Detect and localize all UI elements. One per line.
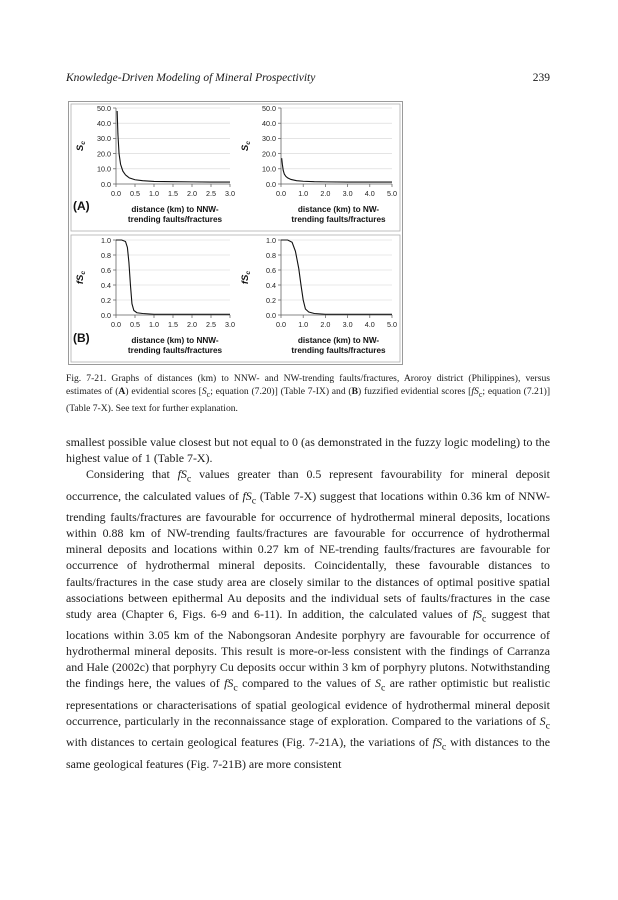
- chart-b1-ytick-label: 0.4: [101, 280, 111, 290]
- chart-b2-ytick-label: 0.6: [266, 265, 276, 275]
- chart-a1-xlabel-line: distance (km) to NNW-: [131, 205, 219, 214]
- chart-b2-ytick-label: 0.8: [266, 250, 276, 260]
- chart-b1-xtick-label: 0.5: [130, 320, 140, 329]
- p2-s8: with distances to the same geological features (Fig. 7-21B) are more consistent: [66, 735, 550, 771]
- chart-a1-xtick-label: 0.0: [111, 189, 121, 198]
- caption-label-b: B: [351, 386, 359, 398]
- chart-a2-ytick-label: 40.0: [262, 119, 276, 128]
- page-number: 239: [532, 72, 550, 84]
- chart-b2-ytick-label: 0.0: [266, 310, 276, 320]
- caption-text-2: ) evidential scores [: [125, 386, 202, 398]
- caption-fsc-symbol: fS: [471, 386, 479, 398]
- p2-f1-sub: c: [186, 473, 192, 485]
- chart-b1-xtick-label: 0.0: [111, 320, 121, 329]
- caption-text-5: ; equation (7.21)] (Table 7-X). See text for further explanation.: [66, 386, 551, 414]
- chart-b1-ytick-label: 1.0: [101, 235, 111, 245]
- chart-a1-ytick-label: 20.0: [97, 149, 111, 159]
- chart-b1-ylabel: [75, 271, 87, 285]
- chart-a2-ylabel-sub: c: [245, 140, 252, 145]
- p2-s2: values greater than 0.5 represent favourability for mineral deposit occurrence, the calculated values of: [66, 467, 550, 503]
- chart-b2-ytick-label: 0.2: [266, 295, 276, 305]
- chart-a2-xlabel-line: trending faults/fractures: [291, 215, 386, 224]
- chart-b1-xlabel-line: distance (km) to NNW-: [131, 336, 219, 345]
- chart-b2-xlabel-line: distance (km) to NW-: [297, 336, 380, 345]
- chart-a2-ytick-label: 50.0: [262, 103, 276, 113]
- running-title: Knowledge-Driven Modeling of Mineral Prospectivity: [66, 72, 316, 84]
- p2-s4: suggest that locations within 3.05 km of the Nabongsoran Andesite porphyry are favourable for occurrence of hydrothermal mineral deposits. This result is more-or-less consistent with the findings of Carranza and Hale (2002c) that porphyry Cu deposits occur within 3 km of porphyry plutons. Notwithstanding the findings here, the values of: [66, 606, 550, 691]
- chart-b1-ylabel-main: fS: [75, 274, 86, 285]
- chart-a2-ylabel: [240, 141, 252, 151]
- chart-b1-ytick-label: 0.6: [101, 265, 111, 275]
- p2-s7: with distances to certain geological features (Fig. 7-21A), the variations of: [66, 735, 433, 750]
- chart-b1-series-line: [116, 240, 230, 314]
- chart-a2-ytick-label: 0.0: [266, 179, 276, 189]
- chart-a1-ylabel-main: S: [75, 144, 86, 152]
- chart-a1-xtick-label: 2.5: [206, 189, 216, 198]
- chart-b2-xtick-label: 0.0: [276, 320, 286, 329]
- chart-b1-xlabel-line: trending faults/fractures: [127, 346, 223, 355]
- running-header: [66, 72, 550, 88]
- p2-f3: fS: [472, 606, 482, 621]
- figure-7-21: [68, 101, 403, 365]
- figure-7-21-chart: [69, 102, 402, 364]
- chart-a2-ytick-label: 30.0: [262, 134, 276, 144]
- chart-b2-ylabel-main: fS: [240, 274, 251, 285]
- chart-b1-xtick-label: 2.5: [206, 320, 216, 329]
- chart-b1-ytick-label: 0.8: [101, 250, 111, 260]
- chart-a2-ylabel-main: S: [240, 144, 251, 152]
- chart-b2-xtick-label: 4.0: [364, 320, 375, 329]
- caption-text-1: Graphs of distances (km) to NNW- and NW-trending faults/fractures, Aroroy district (Philippines), versus estimates of (: [66, 373, 550, 398]
- chart-a2-xtick-label: 2.0: [320, 189, 331, 198]
- chart-b1-ylabel-sub: c: [80, 270, 87, 275]
- chart-a2-ytick-label: 20.0: [262, 149, 276, 159]
- chart-b1-panel-label: (B): [73, 331, 90, 345]
- caption-sc-symbol: S: [201, 386, 207, 398]
- p2-f5: S: [375, 676, 381, 691]
- chart-a2-xtick-label: 5.0: [387, 189, 397, 198]
- chart-b2-ytick-label: 0.4: [266, 280, 276, 290]
- chart-a1-xtick-label: 1.5: [168, 189, 178, 198]
- chart-a2-xtick-label: 1.0: [298, 189, 309, 198]
- p2-f2: fS: [242, 488, 252, 503]
- p2-f6-sub: c: [545, 720, 550, 732]
- p2-f1: fS: [177, 467, 187, 482]
- p2-f7-sub: c: [441, 741, 447, 753]
- chart-b2-ylabel-sub: c: [245, 270, 252, 275]
- chart-a1-series-line: [117, 111, 230, 182]
- chart-b2-ylabel: [240, 271, 252, 285]
- chart-b1-ytick-label: 0.2: [101, 295, 111, 305]
- chart-a2-ytick-label: 10.0: [262, 164, 276, 174]
- caption-text-4: ) fuzzified evidential scores [: [358, 386, 472, 398]
- p2-f4: fS: [224, 676, 234, 691]
- p2-f7: fS: [432, 735, 442, 750]
- chart-b1-xtick-label: 2.0: [187, 320, 197, 329]
- p2-f3-sub: c: [481, 613, 487, 625]
- p2-s1: Considering that: [86, 467, 178, 482]
- chart-b1-xtick-label: 3.0: [225, 320, 235, 329]
- caption-text-3: ; equation (7.20)] (Table 7-IX) and (: [210, 386, 352, 398]
- p2-f2-sub: c: [251, 495, 257, 507]
- chart-a2-xlabel-line: distance (km) to NW-: [297, 205, 380, 214]
- chart-a1-xtick-label: 1.0: [149, 189, 159, 198]
- chart-b2-ytick-label: 1.0: [266, 235, 276, 245]
- chart-b2-xtick-label: 1.0: [298, 320, 309, 329]
- body-text: [66, 434, 550, 772]
- chart-a2-xtick-label: 0.0: [276, 189, 286, 198]
- chart-b2-xlabel-line: trending faults/fractures: [291, 346, 386, 355]
- p2-f6: S: [539, 714, 546, 728]
- chart-a1-xtick-label: 0.5: [130, 189, 140, 198]
- figure-caption: [66, 372, 550, 415]
- p2-f4-sub: c: [233, 682, 238, 694]
- chart-a1-ytick-label: 50.0: [97, 103, 111, 113]
- caption-label-a: A: [118, 386, 126, 398]
- chart-a1-panel-label: (A): [73, 199, 90, 213]
- chart-b1-xtick-label: 1.5: [168, 320, 178, 329]
- p2-s3: (Table 7-X) suggest that locations within 0.36 km of NNW-trending faults/fractures are favourable for occurrence of hydrothermal mineral deposits, locations within 0.88 km of NW-trending faults/fractures are favourable for occurrence of hydrothermal mineral deposits and locations within 0.27 km of NE-trending faults/fractures are favourable for occurrence of hydrothermal mineral deposits. Coincidentally, these favourable distances to faults/fractures in the case study area are closely similar to the distances of optimal positive spatial associations between epithermal Au deposits and the individual sets of faults/fractures in the case study area (Chapter 6, Figs. 6-9 and 6-11). In addition, the calculated values of: [66, 488, 550, 621]
- p2-s5: compared to the values of: [237, 676, 376, 691]
- chart-a1-xtick-label: 2.0: [187, 189, 197, 198]
- p2-f5-sub: c: [380, 682, 386, 694]
- chart-b2-xtick-label: 3.0: [342, 320, 353, 329]
- paragraph-1: smallest possible value closest but not equal to 0 (as demonstrated in the fuzzy logic modeling) to the highest value of 1 (Table 7-X).: [66, 435, 550, 466]
- caption-fig-label: Fig. 7-21.: [66, 373, 107, 384]
- chart-b1-ytick-label: 0.0: [101, 310, 111, 320]
- chart-a1-xlabel-line: trending faults/fractures: [127, 215, 223, 224]
- p2-s6: are rather optimistic but realistic representations or characterisations of spatial geological evidence of hydrothermal mineral deposit occurrence, particularly in the reconnaissance stage of exploration. Compared to the variations of: [66, 676, 550, 728]
- chart-a1-ytick-label: 10.0: [97, 164, 111, 174]
- chart-a2-series-line: [282, 158, 392, 182]
- paragraph-2: [66, 466, 550, 772]
- chart-b2-series-line: [281, 240, 392, 314]
- chart-a2-xtick-label: 4.0: [364, 189, 375, 198]
- chart-a1-ytick-label: 30.0: [97, 134, 111, 144]
- caption-sc-sub: c: [206, 390, 211, 400]
- caption-fsc-sub: c: [478, 390, 483, 400]
- chart-b2-xtick-label: 5.0: [387, 320, 397, 329]
- chart-b1-xtick-label: 1.0: [149, 320, 159, 329]
- chart-a1-ylabel: [75, 141, 87, 151]
- chart-a1-xtick-label: 3.0: [225, 189, 235, 198]
- chart-a1-ylabel-sub: c: [80, 140, 87, 145]
- chart-a1-ytick-label: 0.0: [101, 179, 111, 189]
- chart-a2-xtick-label: 3.0: [342, 189, 353, 198]
- chart-a1-ytick-label: 40.0: [97, 119, 111, 128]
- chart-b2-xtick-label: 2.0: [320, 320, 331, 329]
